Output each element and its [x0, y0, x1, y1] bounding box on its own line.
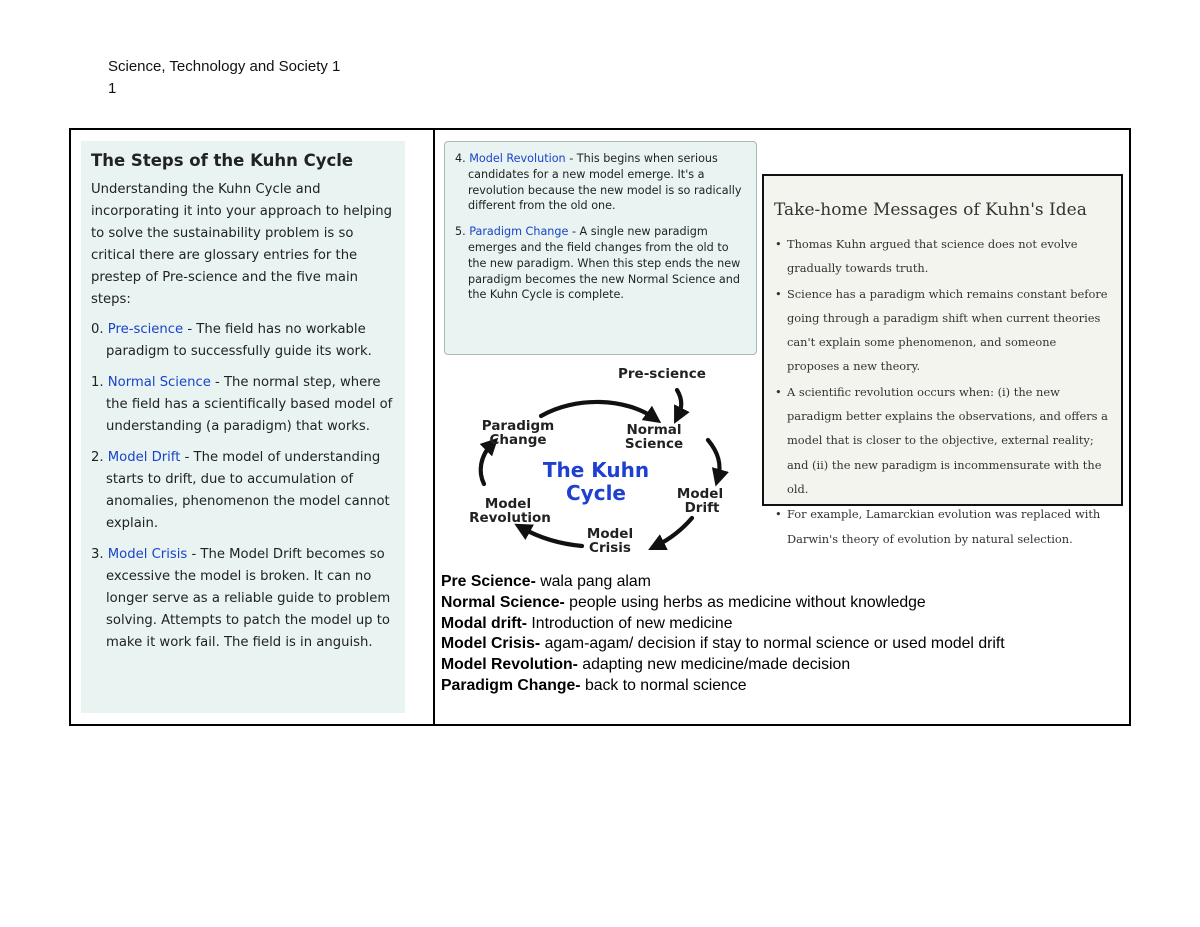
arrow-paradigm-to-normal	[541, 402, 654, 418]
label-crisis-line2: Crisis	[589, 540, 631, 556]
label-normal-line1: Normal	[626, 422, 682, 438]
step-term-link[interactable]: Model Drift	[107, 450, 181, 465]
label-revolution-line2: Revolution	[469, 510, 551, 526]
step-number: 1.	[91, 375, 108, 390]
step-number: 5.	[455, 225, 470, 239]
step-item	[91, 447, 399, 535]
take-home-title: Take-home Messages of Kuhn's Idea	[774, 200, 1087, 220]
label-paradigm-line2: Change	[489, 432, 547, 448]
step-term-link[interactable]: Model Revolution	[469, 152, 566, 165]
label-drift-line1: Model	[676, 486, 724, 502]
step-number: 2.	[91, 450, 108, 465]
arrow-prescience-to-normal	[677, 390, 681, 416]
step-description: - The normal step, where the field has a scientifically based model of understanding (a paradigm) that works.	[106, 375, 393, 434]
step-term-link[interactable]: Pre-science	[107, 322, 184, 337]
note-line	[441, 655, 1121, 676]
step-term-link[interactable]: Model Crisis	[107, 547, 188, 562]
arrow-revolution-to-paradigm	[481, 444, 492, 484]
note-line	[441, 676, 1121, 697]
take-home-list	[774, 232, 1109, 551]
take-home-messages	[762, 174, 1123, 546]
take-home-item: • Science has a paradigm which remains constant before going through a paradigm shift when current theories can't explain some phenomenon, and someone proposes a new theory.	[774, 282, 1109, 379]
step-item	[91, 372, 399, 438]
step-term-link[interactable]: Paradigm Change	[469, 225, 569, 239]
step-item	[91, 319, 399, 363]
step-number: 0.	[91, 322, 108, 337]
take-home-item: • For example, Lamarckian evolution was replaced with Darwin's theory of evolution by natural selection.	[774, 502, 1109, 551]
column-divider	[433, 128, 435, 726]
label-paradigm-line1: Paradigm	[481, 418, 555, 434]
note-line	[441, 593, 1121, 614]
step-description: - This begins when serious candidates for a new model emerge. It's a revolution because the new model is so radically different from the old one.	[468, 152, 742, 213]
note-definition: Introduction of new medicine	[527, 614, 733, 632]
arrow-crisis-to-revolution	[522, 528, 582, 546]
step-item	[455, 224, 748, 303]
label-normal-line2: Science	[624, 436, 684, 452]
note-definition: back to normal science	[580, 676, 747, 694]
kuhn-steps-continued	[444, 141, 757, 355]
note-definition: adapting new medicine/made decision	[577, 656, 851, 674]
arrow-drift-to-crisis	[656, 518, 692, 546]
note-line	[441, 634, 1121, 655]
label-pre-science: Pre-science	[618, 366, 706, 382]
note-term: Paradigm Change-	[441, 676, 581, 694]
center-title-line1: The Kuhn	[542, 458, 650, 482]
label-crisis-line1: Model	[586, 526, 634, 542]
note-term: Normal Science-	[441, 593, 565, 611]
page-header	[108, 56, 340, 100]
step-description: - The model of understanding starts to drift, due to accumulation of anomalies, phenomenon the model cannot explain.	[106, 450, 390, 531]
note-line	[441, 614, 1121, 635]
note-term: Model Revolution-	[441, 656, 578, 674]
take-home-item: • Thomas Kuhn argued that science does not evolve gradually towards truth.	[774, 232, 1109, 281]
note-term: Model Crisis-	[441, 635, 541, 653]
step-number: 4.	[455, 152, 470, 165]
note-definition: people using herbs as medicine without knowledge	[564, 593, 926, 611]
step-description: - A single new paradigm emerges and the field changes from the old to the new paradigm. When this step ends the new paradigm becomes the new Normal Science and the Kuhn Cycle is complete.	[468, 225, 741, 302]
note-line	[441, 572, 1121, 593]
step-number: 3.	[91, 547, 108, 562]
page-number: 1	[108, 80, 117, 97]
panel-intro: Understanding the Kuhn Cycle and incorporating it into your approach to helping to solve the sustainability problem is so critical there are glossary entries for the prestep of Pre-science and the five main steps:	[91, 182, 393, 307]
note-term: Modal drift-	[441, 614, 527, 632]
step-description: - The field has no workable paradigm to successfully guide its work.	[106, 322, 372, 359]
label-drift-line2: Drift	[684, 500, 720, 516]
step-item	[91, 544, 399, 654]
note-definition: wala pang alam	[535, 573, 651, 590]
step-term-link[interactable]: Normal Science	[107, 375, 211, 390]
center-title-line2: Cycle	[566, 481, 626, 505]
course-title: Science, Technology and Society 1	[108, 58, 341, 75]
kuhn-steps-panel	[81, 141, 405, 713]
kuhn-cycle-diagram	[446, 360, 742, 560]
note-definition: agam-agam/ decision if stay to normal science or used model drift	[540, 635, 1005, 653]
label-revolution-line1: Model	[484, 496, 532, 512]
student-notes	[441, 572, 1121, 697]
note-term: Pre Science-	[441, 573, 536, 590]
arrow-normal-to-drift	[708, 440, 720, 478]
panel-title: The Steps of the Kuhn Cycle	[91, 151, 354, 170]
step-item	[455, 151, 748, 214]
take-home-item: • A scientific revolution occurs when: (i) the new paradigm better explains the observations, and offers a model that is closer to the objective, external reality; and (ii) the new paradigm is incommensurate with the old.	[774, 380, 1109, 501]
step-description: - The Model Drift becomes so excessive the model is broken. It can no longer serve as a reliable guide to problem solving. Attempts to patch the model up to make it work fail. The field is in anguish.	[106, 547, 391, 650]
